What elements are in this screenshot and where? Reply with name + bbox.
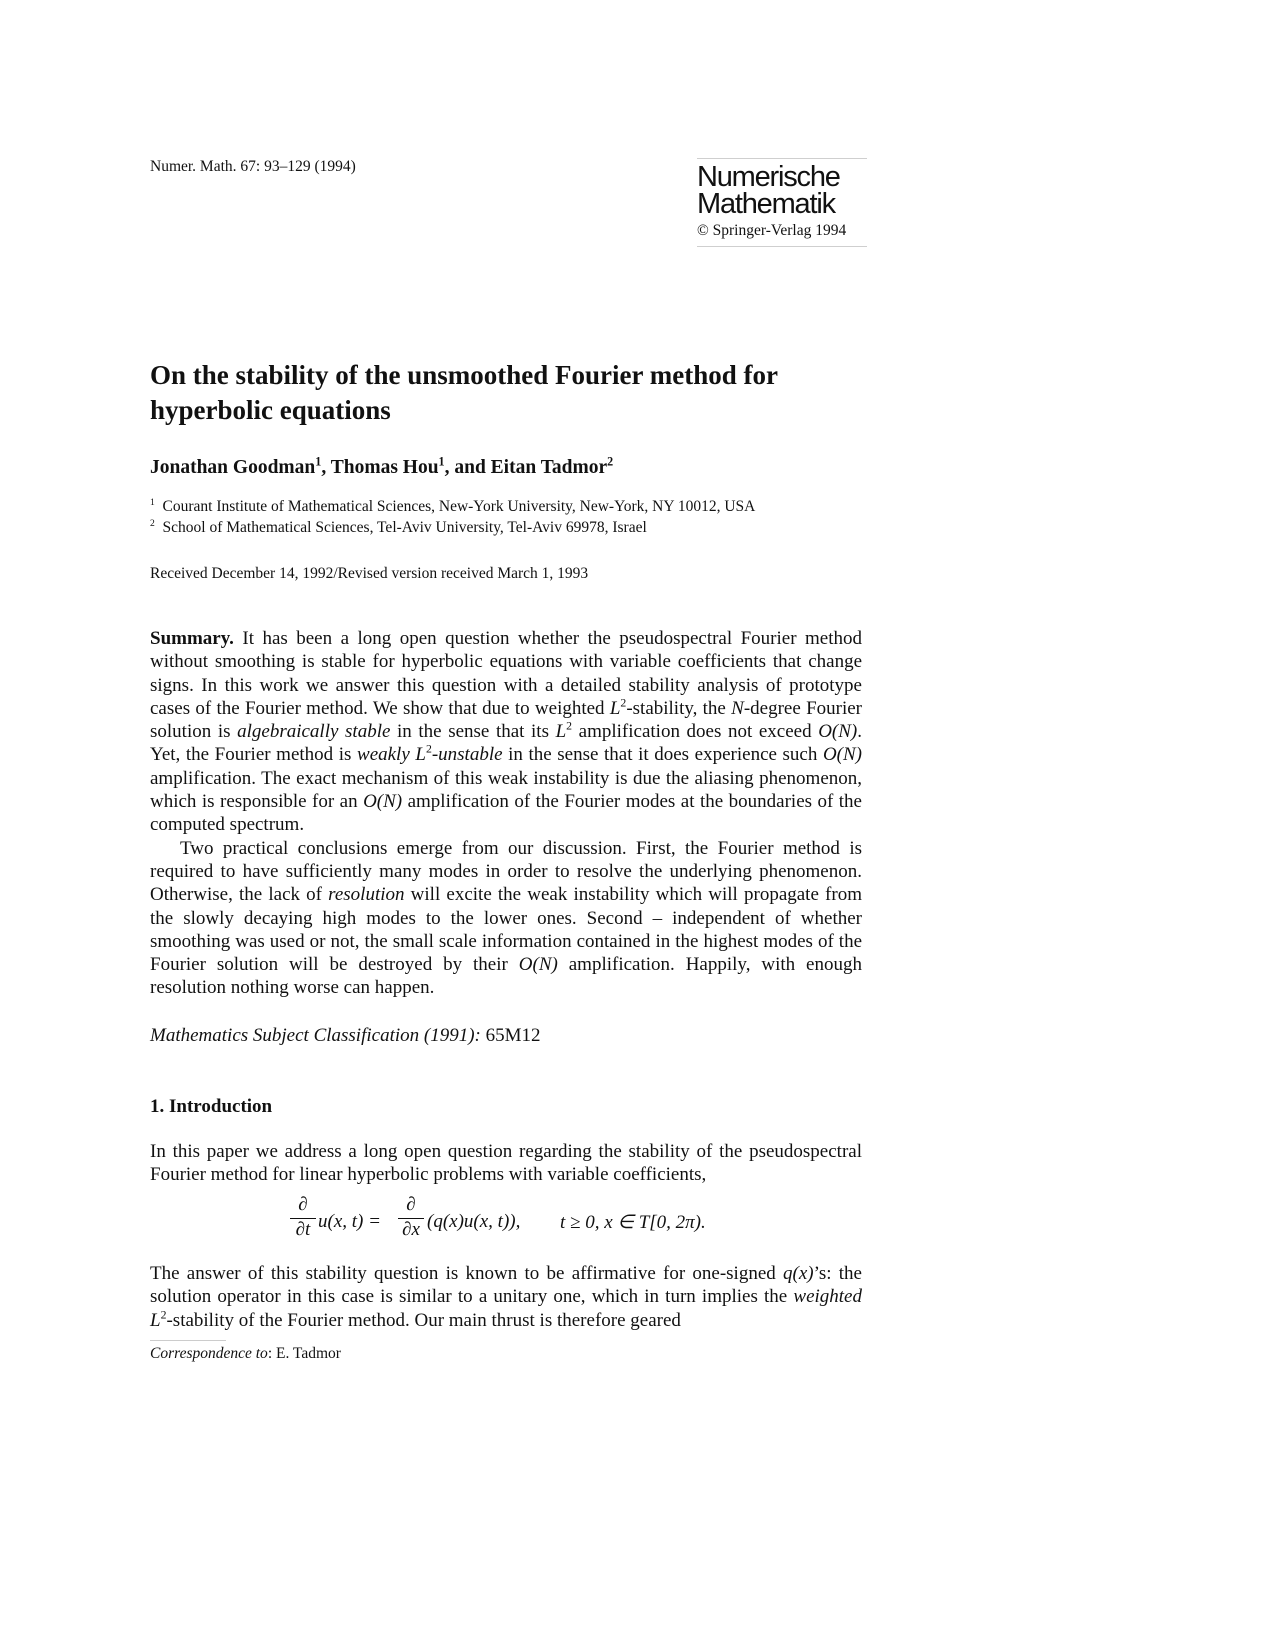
space-derivative: [398, 1194, 424, 1241]
affiliation-2-number: 2: [150, 517, 155, 529]
author-2: Thomas Hou: [330, 457, 439, 478]
emphasis: algebraically stable: [237, 721, 391, 743]
received-dates: Received December 14, 1992/Revised version received March 1, 1993: [150, 565, 589, 582]
author-1-affil: 1: [315, 454, 322, 469]
derivative-denominator: ∂t: [295, 1219, 311, 1240]
logo-name-line2: Mathematik: [697, 188, 835, 220]
summary-section: [150, 627, 862, 1000]
derivative-denominator: ∂x: [402, 1219, 420, 1240]
footnote-rule: [150, 1340, 226, 1341]
equation: [290, 1194, 770, 1250]
author-3: Eitan Tadmor: [490, 457, 608, 478]
affiliation-1-number: 1: [150, 496, 155, 508]
summary-text: amplification. Happily, with enough resolution nothing worse can happen.: [150, 954, 862, 999]
logo-bottom-rule: [697, 246, 867, 247]
equation-condition: [560, 1211, 706, 1234]
author-2-affil: 1: [438, 454, 445, 469]
msc-value: 65M12: [480, 1025, 541, 1046]
affiliation-2-text: School of Mathematical Sciences, Tel-Aviv University, Tel-Aviv 69978, Israel: [162, 519, 647, 536]
summary-paragraph-2: [150, 837, 862, 1000]
correspondence-footnote: [150, 1345, 862, 1363]
math-superscript: 2: [566, 719, 573, 733]
post-equation-paragraph: [150, 1262, 862, 1332]
msc-label: Mathematics Subject Classification (1991):: [150, 1025, 481, 1046]
equation-rhs-text: (q(x)u(x, t)),: [427, 1211, 521, 1232]
summary-text: . Yet, the Fourier method is: [150, 721, 863, 766]
section-heading: 1. Introduction: [150, 1096, 273, 1117]
summary-paragraph-1: [150, 627, 862, 837]
emphasis: weighted: [793, 1286, 862, 1308]
math-symbol: q(x): [783, 1263, 814, 1284]
math-symbol: O(N): [363, 791, 403, 813]
author-sep-2: , and: [444, 457, 491, 478]
intro-paragraph: In this paper we address a long open question regarding the stability of the pseudospectral Fourier method for linear hyperbolic problems with variable coefficients,: [150, 1141, 862, 1186]
affiliation-1: [150, 496, 862, 517]
subject-classification: [150, 1025, 862, 1047]
summary-text: Two practical conclusions emerge from our discussion. First, the Fourier method is required to have sufficiently many modes in order to resolve the underlying phenomenon. Otherwise, the lack of: [150, 837, 862, 906]
affiliation-2: [150, 517, 862, 538]
equation-lhs: [318, 1211, 381, 1233]
journal-logo: [697, 158, 867, 247]
math-symbol: L: [150, 1309, 161, 1331]
math-symbol: O(N): [518, 954, 558, 976]
equation-condition-text: t ≥ 0, x ∈ T[0, 2π).: [560, 1212, 706, 1233]
summary-text: -stability, the: [626, 697, 732, 719]
math-symbol: N: [731, 697, 744, 719]
footnote-text: : E. Tadmor: [267, 1345, 341, 1362]
summary-text: in the sense that it does experience such: [502, 744, 823, 766]
math-superscript: 2: [620, 696, 627, 710]
derivative-numerator: ∂: [298, 1194, 308, 1215]
summary-text: -degree Fourier solution is: [150, 697, 863, 743]
math-symbol: L: [555, 721, 567, 743]
summary-text: It has been a long open question whether the pseudospectral Fourier method without smoothing is stable for hyperbolic equations with variable coefficients that change signs. In this work we answer this question with a detailed stability analysis of prototype cases of the Fourier method. We show that due to weighted: [150, 628, 862, 719]
logo-name-line1: Numerische: [697, 161, 840, 193]
emphasis: -unstable: [431, 744, 503, 766]
summary-text: amplification of the Fourier modes at the boundaries of the computed spectrum.: [150, 791, 862, 836]
emphasis: weakly: [357, 744, 416, 766]
author-sep-1: ,: [321, 457, 331, 478]
body-text: -stability of the Fourier method. Our main thrust is therefore geared: [166, 1309, 681, 1331]
emphasis: resolution: [328, 884, 405, 906]
title-line-1: On the stability of the unsmoothed Fourier method for: [150, 360, 778, 390]
summary-text: amplification. The exact mechanism of this weak instability is due the aliasing phenomenon, which is responsible for an: [150, 767, 862, 813]
math-superscript: 2: [160, 1308, 167, 1322]
title-line-2: hyperbolic equations: [150, 395, 391, 425]
author-list: [150, 454, 862, 479]
time-derivative: [290, 1194, 316, 1241]
author-3-affil: 2: [607, 454, 614, 469]
summary-text: will excite the weak instability which will propagate from the slowly decaying high modes to the lower ones. Second – independent of whether smoothing was used or not, the small scale information contained in the highest modes of the Fourier solution will be destroyed by their: [150, 884, 862, 976]
journal-reference: Numer. Math. 67: 93–129 (1994): [150, 158, 356, 175]
footnote-label: Correspondence to: [150, 1345, 268, 1362]
derivative-numerator: ∂: [406, 1194, 416, 1215]
summary-text: in the sense that its: [390, 721, 556, 743]
math-superscript: 2: [425, 743, 432, 757]
math-symbol: O(N): [822, 744, 862, 766]
equation-lhs-text: u(x, t) =: [318, 1211, 381, 1232]
author-1: Jonathan Goodman: [150, 457, 316, 478]
summary-label: Summary.: [150, 628, 234, 649]
equation-rhs: [427, 1211, 520, 1233]
affiliations: [150, 496, 862, 538]
publisher-line: © Springer-Verlag 1994: [697, 222, 847, 239]
paper-title: [150, 358, 862, 428]
body-text: The answer of this stability question is known to be affirmative for one-signed: [150, 1263, 783, 1284]
affiliation-1-text: Courant Institute of Mathematical Sciences, New-York University, New-York, NY 10012, USA: [162, 498, 756, 515]
emphasis: L: [415, 744, 426, 766]
math-symbol: O(N): [818, 721, 858, 743]
summary-text: amplification does not exceed: [572, 721, 819, 743]
body-text: ’s: the solution operator in this case is similar to a unitary one, which in turn implies the: [150, 1263, 862, 1308]
math-symbol: L: [609, 697, 621, 719]
